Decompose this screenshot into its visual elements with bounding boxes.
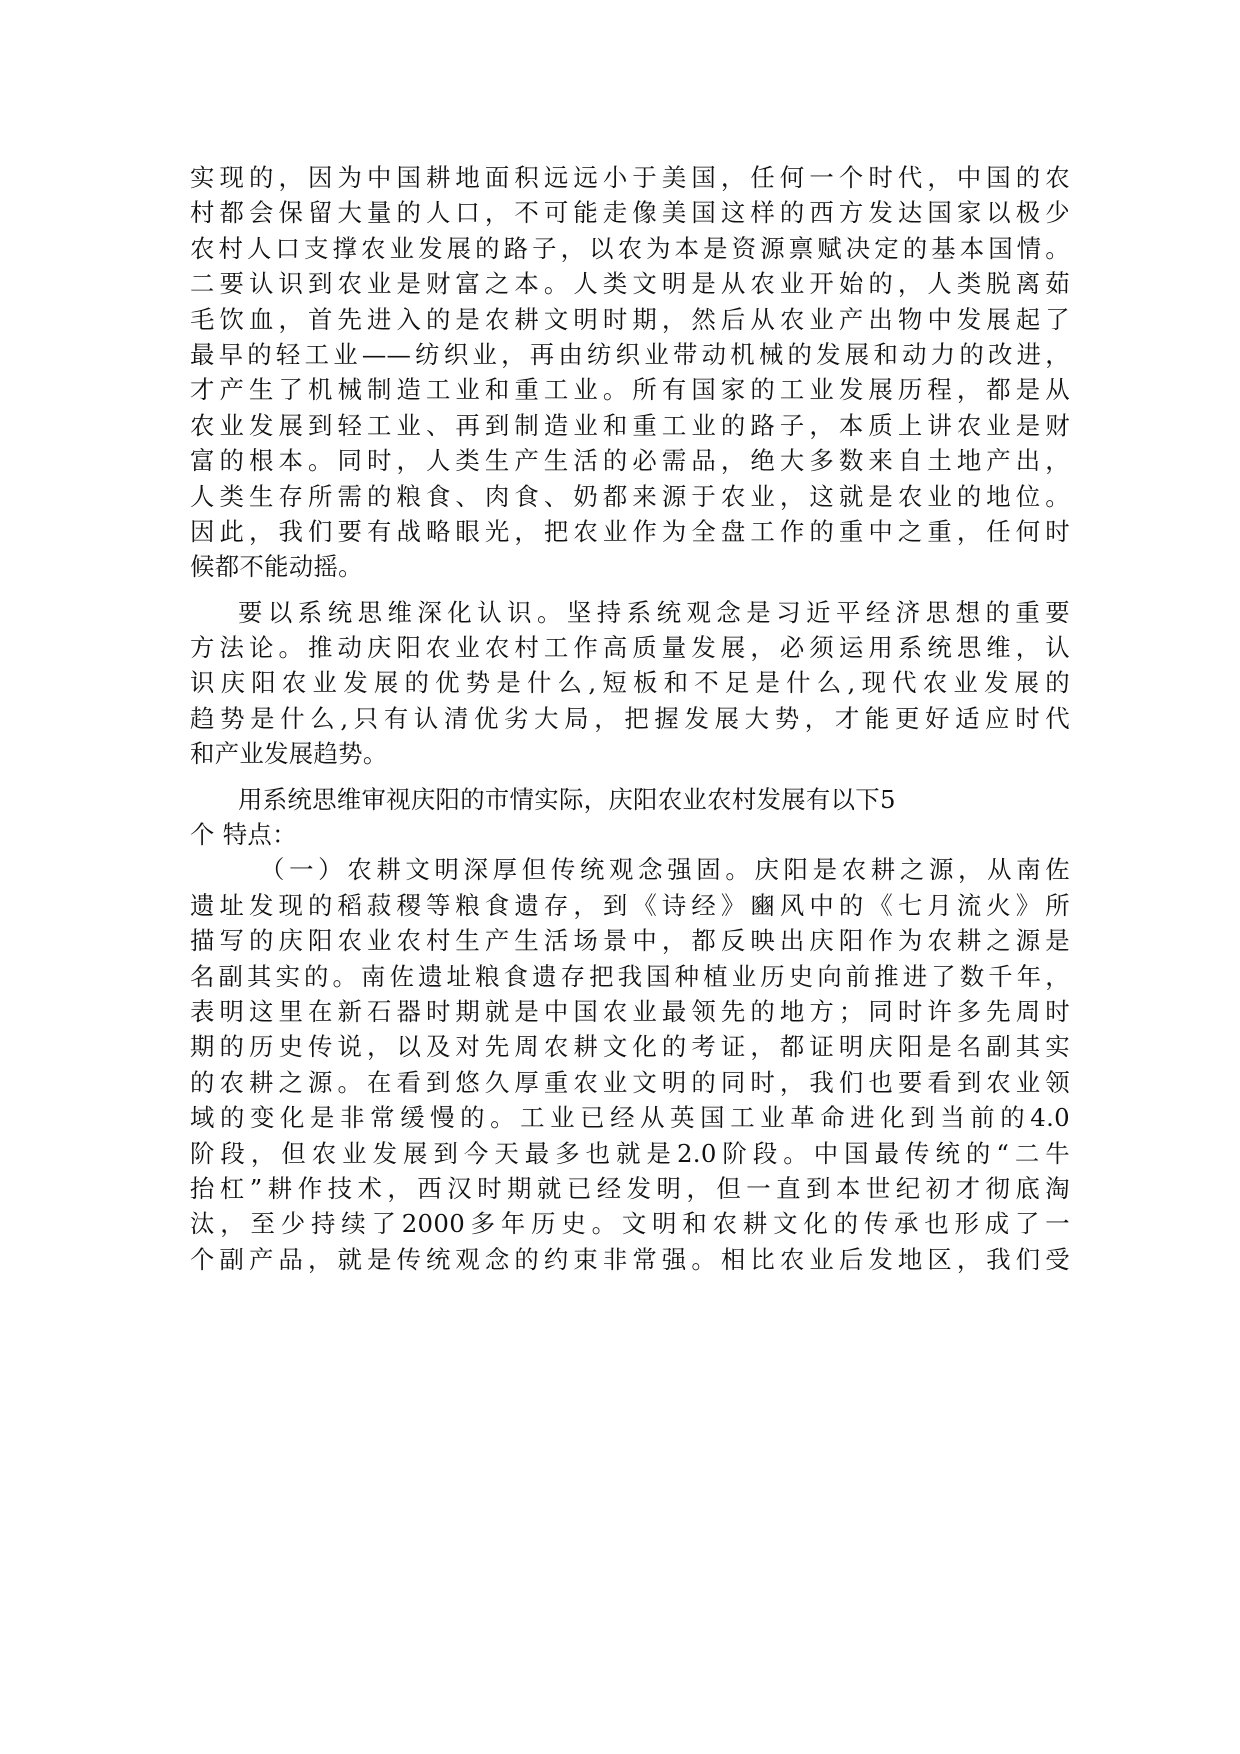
text-line: 的农耕之源。在看到悠久厚重农业文明的同时，我们也要看到农业领 (190, 1067, 1070, 1097)
text-line: 最早的轻工业——纺织业，再由纺织业带动机械的发展和动力的改进， (190, 339, 1070, 369)
text-line: 名副其实的。南佐遗址粮食遗存把我国种植业历史向前推进了数千年， (190, 961, 1070, 991)
text-line: 二要认识到农业是财富之本。人类文明是从农业开始的，人类脱离茹 (190, 269, 1070, 299)
section-heading-line: （一）农耕文明深厚但传统观念强固。庆阳是农耕之源，从南佐 (260, 855, 1070, 885)
text-line: 村都会保留大量的人口，不可能走像美国这样的西方发达国家以极少 (190, 198, 1070, 228)
text-line: 遗址发现的稻菽稷等粮食遗存，到《诗经》豳风中的《七月流火》所 (190, 890, 1070, 920)
text-line: 富的根本。同时，人类生产生活的必需品，绝大多数来自土地产出， (190, 446, 1070, 476)
paragraph-4 (190, 852, 1070, 1277)
text-line: 汰，至少持续了2000多年历史。文明和农耕文化的传承也形成了一 (190, 1209, 1070, 1239)
text-line: 趋势是什么,只有认清优劣大局，把握发展大势，才能更好适应时代 (190, 703, 1070, 733)
text-line: 个副产品，就是传统观念的约束非常强。相比农业后发地区，我们受 (190, 1244, 1070, 1274)
text-line: 实现的，因为中国耕地面积远远小于美国，任何一个时代，中国的农 (190, 163, 1070, 192)
text-line: 描写的庆阳农业农村生产生活场景中，都反映出庆阳作为农耕之源是 (190, 926, 1070, 956)
paragraph-1 (190, 160, 1070, 585)
text-line: 农业发展到轻工业、再到制造业和重工业的路子，本质上讲农业是财 (190, 410, 1070, 440)
text-line: 和产业发展趋势。 (190, 739, 388, 769)
text-line: 用系统思维审视庆阳的市情实际，庆阳农业农村发展有以下5 (238, 784, 896, 814)
text-line: 抬杠”耕作技术，西汉时期就已经发明，但一直到本世纪初才彻底淘 (190, 1173, 1070, 1203)
text-line: 期的历史传说，以及对先周农耕文化的考证，都证明庆阳是名副其实 (190, 1032, 1070, 1062)
text-line: 表明这里在新石器时期就是中国农业最领先的地方；同时许多先周时 (190, 996, 1070, 1026)
text-line: 识庆阳农业发展的优势是什么,短板和不足是什么,现代农业发展的 (190, 668, 1070, 698)
text-line: 毛饮血，首先进入的是农耕文明时期，然后从农业产出物中发展起了 (190, 304, 1070, 334)
text-line: 个 特点： (190, 820, 297, 850)
text-line: 才产生了机械制造工业和重工业。所有国家的工业发展历程，都是从 (190, 375, 1070, 405)
text-line: 要以系统思维深化认识。坚持系统观念是习近平经济思想的重要 (238, 597, 1070, 627)
text-line: 人类生存所需的粮食、肉食、奶都来源于农业，这就是农业的地位。 (190, 481, 1070, 511)
text-line: 农村人口支撑农业发展的路子，以农为本是资源禀赋决定的基本国情。 (190, 233, 1070, 263)
paragraph-2 (190, 595, 1070, 772)
text-line: 方法论。推动庆阳农业农村工作高质量发展，必须运用系统思维，认 (190, 633, 1070, 663)
text-line: 阶段，但农业发展到今天最多也就是2.0阶段。中国最传统的“二牛 (190, 1138, 1070, 1168)
paragraph-3 (190, 782, 1070, 853)
text-line: 域的变化是非常缓慢的。工业已经从英国工业革命进化到当前的4.0 (190, 1103, 1070, 1133)
text-line: 因此，我们要有战略眼光，把农业作为全盘工作的重中之重，任何时 (190, 516, 1070, 546)
text-line: 候都不能动摇。 (190, 552, 363, 582)
body-text (190, 160, 1070, 1277)
